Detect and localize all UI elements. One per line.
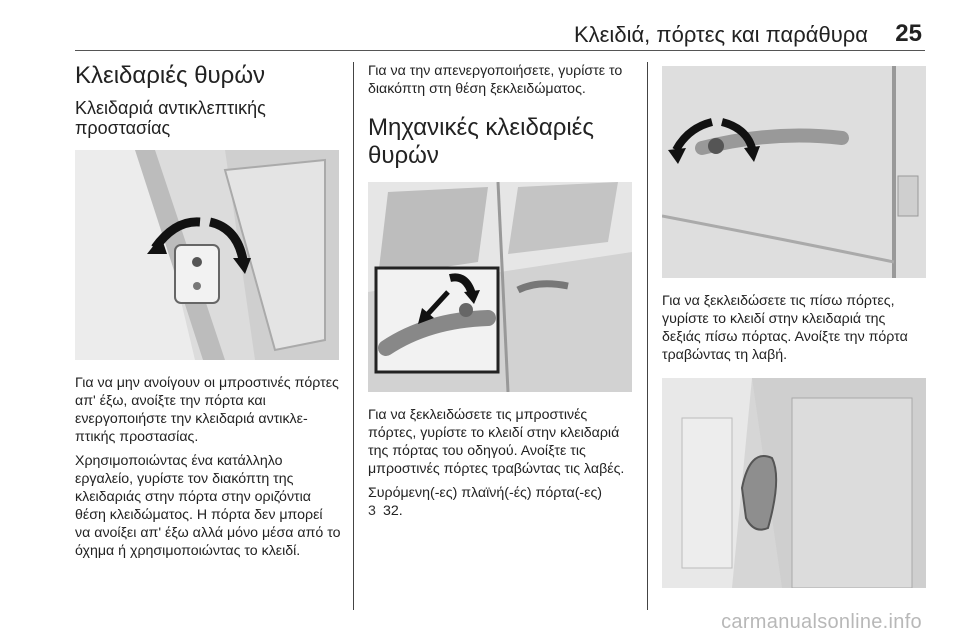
section-heading: Κλειδαριές θυρών bbox=[75, 62, 266, 89]
paragraph-child-lock-instructions: Χρησιμοποιώντας ένα κατάλληλο εργαλείο, γυρίστε τον διακόπτη της κλειδαριάς στην πόρτα στην οριζόντια θέση κλειδώματος. Η πόρτα δεν μπορεί να ανοίξει απ' έξω αλλά μόνο μέσα από το όχημα ή χρησιμοποιώντας το κλειδί. bbox=[75, 453, 341, 559]
child-lock-figure bbox=[75, 150, 339, 360]
header-title: Κλειδιά, πόρτες και παράθυρα bbox=[573, 22, 868, 47]
header-rule bbox=[75, 50, 925, 51]
page-number: 25 bbox=[895, 20, 922, 47]
subheading-line-1: Κλειδαριά αντικλεπτικής bbox=[75, 98, 266, 118]
column-2 bbox=[368, 62, 634, 526]
column-1 bbox=[75, 62, 341, 566]
front-door-lock-figure bbox=[368, 182, 632, 392]
section-heading-mechanical-line-1: Μηχανικές κλειδαριές bbox=[368, 114, 594, 141]
column-3 bbox=[662, 62, 927, 588]
watermark: carmanualsonline.info bbox=[721, 611, 922, 633]
paragraph-rear-door-unlock: Για να ξεκλειδώσετε τις πίσω πόρτες, γυρίστε το κλειδί στην κλειδαριά της δεξιάς πίσω πόρτας. Ανοίξτε την πόρτα τραβώντας τη λαβή. bbox=[662, 293, 908, 363]
sliding-door-ref-page[interactable]: 32. bbox=[382, 503, 403, 519]
rear-door-lock-figure bbox=[662, 66, 926, 278]
paragraph-deactivate: Για να την απενεργοποιήσετε, γυρίστε το διακόπτη στη θέση ξεκλειδώματος. bbox=[368, 63, 623, 97]
rear-door-handle-figure bbox=[662, 378, 926, 588]
sliding-door-ref-text: Συρόμενη(-ες) πλαϊνή(-ές) πόρτα(-ες) bbox=[368, 485, 603, 501]
paragraph-sliding-door-ref bbox=[368, 484, 634, 520]
section-heading-mechanical-line-2: θυρών bbox=[368, 142, 439, 169]
column-divider-1 bbox=[353, 62, 354, 610]
page-reference-icon: 3 bbox=[368, 503, 376, 519]
paragraph-child-lock-intro: Για να μην ανοίγουν οι μπροστινές πόρτες απ' έξω, ανοίξτε την πόρτα και ενεργοποιήστε την κλειδαριά αντικλεπτικής προστασίας. bbox=[75, 375, 339, 445]
column-divider-2 bbox=[647, 62, 648, 610]
subheading-line-2: προστασίας bbox=[75, 118, 171, 138]
paragraph-front-door-unlock: Για να ξεκλειδώσετε τις μπροστινές πόρτες, γυρίστε το κλειδί στην κλειδαριά της πόρτας του οδηγού. Ανοίξτε τις μπροστινές πόρτες τραβώντας τις λαβές. bbox=[368, 407, 625, 477]
